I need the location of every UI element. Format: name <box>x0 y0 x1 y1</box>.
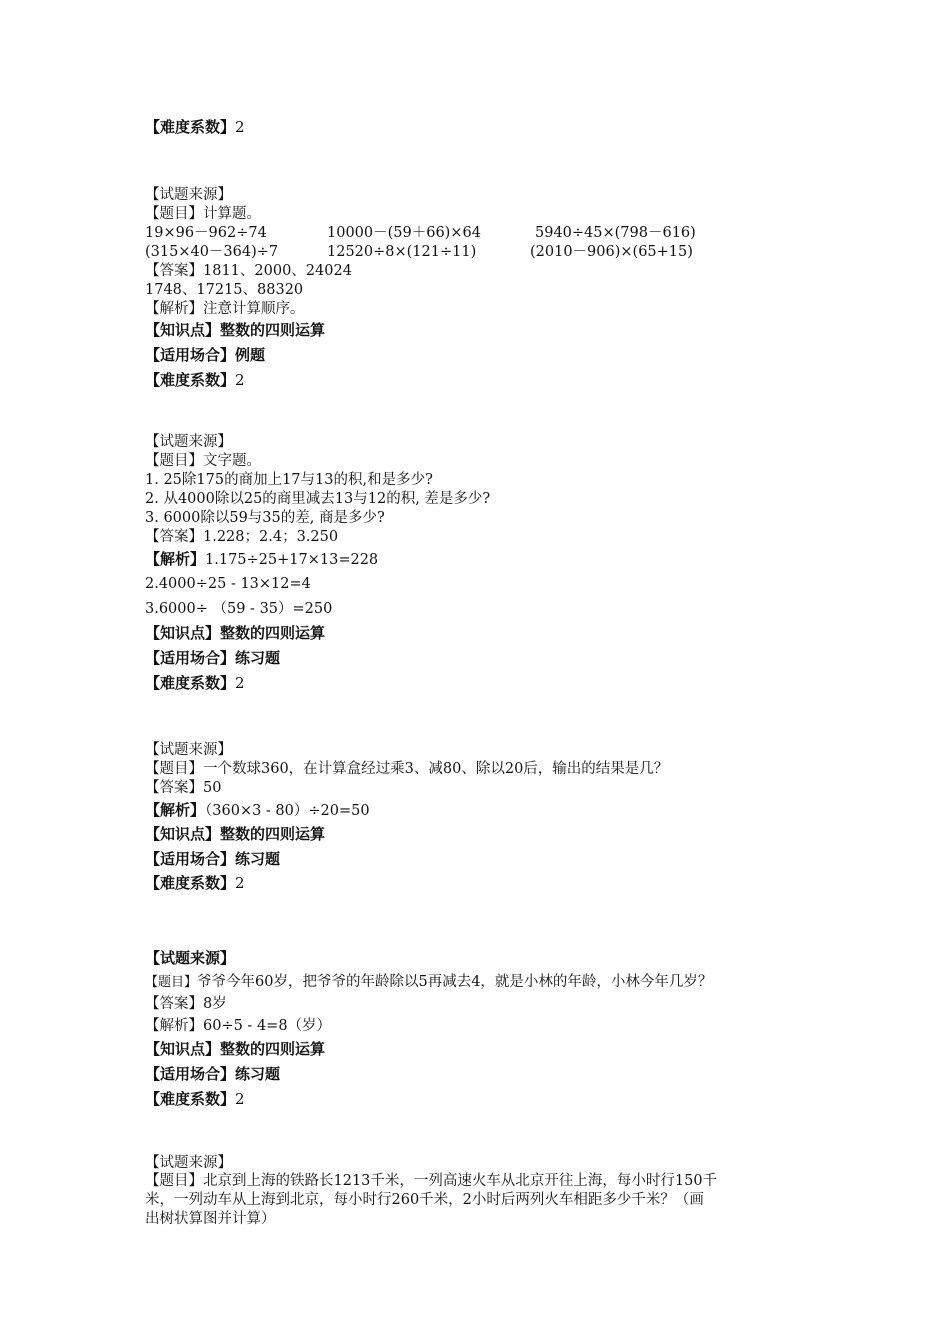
analysis-text: 1.175÷25+17×13=228 <box>205 552 379 568</box>
occasion-text: 练习题 <box>235 1065 281 1083</box>
question-text: 文字题。 <box>203 453 261 469</box>
occasion-line <box>145 346 265 364</box>
analysis-label: 【解析】 <box>145 301 203 317</box>
question-text: 计算题。 <box>203 206 261 222</box>
expression: 5940÷45×(798－616) <box>535 225 696 241</box>
difficulty-value: 2 <box>235 1090 245 1108</box>
difficulty-value: 2 <box>235 874 245 892</box>
answer-text: 1.228；2.4；3.250 <box>203 529 339 545</box>
expression: (315×40－364)÷7 <box>145 244 279 260</box>
knowledge-label: 【知识点】 <box>145 624 221 642</box>
difficulty-line <box>145 371 245 389</box>
analysis-label: 【解析】 <box>145 1018 203 1034</box>
occasion-label: 【适用场合】 <box>145 850 236 868</box>
analysis-text: 注意计算顺序。 <box>203 301 305 317</box>
question-item: 3. 6000除以59与35的差, 商是多少? <box>145 510 385 526</box>
question-line <box>145 760 668 778</box>
occasion-line <box>145 850 280 868</box>
occasion-line <box>145 649 280 667</box>
analysis-line <box>145 300 305 318</box>
question-line <box>145 973 712 992</box>
difficulty-line <box>145 118 245 136</box>
expression: 12520÷8×(121÷11) <box>327 244 477 260</box>
analysis-text: 60÷5 - 4=8（岁） <box>203 1018 332 1034</box>
difficulty-line <box>145 1090 245 1108</box>
analysis-line <box>145 801 370 820</box>
answer-label: 【答案】 <box>145 996 203 1012</box>
question-label: 【题目】 <box>145 761 203 777</box>
expression: (2010－906)×(65+15) <box>530 244 693 260</box>
answer-text: 1811、2000、24024 <box>203 263 352 279</box>
answer-line-2: 1748、17215、88320 <box>145 282 304 298</box>
knowledge-label: 【知识点】 <box>145 1040 221 1058</box>
question-label: 【题目】 <box>145 453 203 469</box>
question-line <box>145 1172 717 1190</box>
knowledge-line <box>145 624 325 642</box>
question-label: 【题目】 <box>145 1173 203 1189</box>
question-text: 爷爷今年60岁，把爷爷的年龄除以5再减去4，就是小林的年龄，小林今年几岁？ <box>197 974 713 990</box>
question-text: 一个数球360，在计算盒经过乘3、减80、除以20后，输出的结果是几？ <box>203 761 669 777</box>
analysis-line <box>145 550 378 569</box>
knowledge-text: 整数的四则运算 <box>220 1040 326 1058</box>
knowledge-text: 整数的四则运算 <box>220 624 326 642</box>
answer-label: 【答案】 <box>145 263 203 279</box>
analysis-line-3: 3.6000÷ （59 - 35）=250 <box>145 601 333 617</box>
question-item: 1. 25除175的商加上17与13的积,和是多少? <box>145 472 433 488</box>
source-line: 【试题来源】 <box>145 1155 232 1171</box>
answer-text: 50 <box>203 780 222 796</box>
answer-text: 8岁 <box>203 996 227 1012</box>
question-line-2: 米，一列动车从上海到北京，每小时行260千米，2小时后两列火车相距多少千米？（画 <box>145 1192 704 1208</box>
analysis-text: （360×3 - 80）÷20=50 <box>205 803 370 819</box>
source-line: 【试题来源】 <box>145 742 232 758</box>
occasion-label: 【适用场合】 <box>145 649 236 667</box>
difficulty-line <box>145 874 245 892</box>
knowledge-label: 【知识点】 <box>145 825 221 843</box>
difficulty-label: 【难度系数】 <box>145 1090 236 1108</box>
knowledge-line <box>145 321 325 339</box>
expression: 10000－(59＋66)×64 <box>327 225 481 241</box>
knowledge-line <box>145 1040 325 1058</box>
occasion-text: 练习题 <box>235 649 281 667</box>
source-line: 【试题来源】 <box>145 187 232 203</box>
difficulty-value: 2 <box>235 371 245 389</box>
analysis-line <box>145 1017 331 1035</box>
occasion-line <box>145 1065 280 1083</box>
answer-label: 【答案】 <box>145 780 203 796</box>
difficulty-line <box>145 674 245 692</box>
difficulty-label: 【难度系数】 <box>145 371 236 389</box>
occasion-text: 例题 <box>235 346 266 364</box>
source-line: 【试题来源】 <box>145 949 236 967</box>
analysis-label: 【解析】 <box>145 801 206 819</box>
question-item: 2. 从4000除以25的商里减去13与12的积, 差是多少? <box>145 491 491 507</box>
knowledge-line <box>145 825 325 843</box>
difficulty-label: 【难度系数】 <box>145 874 236 892</box>
source-line: 【试题来源】 <box>145 434 232 450</box>
answer-label: 【答案】 <box>145 529 203 545</box>
answer-line <box>145 779 221 797</box>
difficulty-label: 【难度系数】 <box>145 118 236 136</box>
answer-line <box>145 528 338 546</box>
question-label: 【题目】 <box>145 206 203 222</box>
expression: 19×96－962÷74 <box>145 225 267 241</box>
answer-line <box>145 262 352 280</box>
difficulty-value: 2 <box>235 674 245 692</box>
analysis-line-2: 2.4000÷25 - 13×12=4 <box>145 576 311 592</box>
occasion-text: 练习题 <box>235 850 281 868</box>
question-line-3: 出树状算图并计算） <box>145 1211 276 1227</box>
question-text: 北京到上海的铁路长1213千米，一列高速火车从北京开往上海，每小时行150千 <box>203 1173 718 1189</box>
knowledge-text: 整数的四则运算 <box>220 825 326 843</box>
question-line <box>145 205 261 223</box>
occasion-label: 【适用场合】 <box>145 346 236 364</box>
question-line <box>145 452 261 470</box>
knowledge-text: 整数的四则运算 <box>220 321 326 339</box>
answer-line <box>145 995 227 1013</box>
occasion-label: 【适用场合】 <box>145 1065 236 1083</box>
knowledge-label: 【知识点】 <box>145 321 221 339</box>
difficulty-label: 【难度系数】 <box>145 674 236 692</box>
difficulty-value: 2 <box>235 118 245 136</box>
question-label: 【题目】 <box>145 975 198 990</box>
analysis-label: 【解析】 <box>145 550 206 568</box>
